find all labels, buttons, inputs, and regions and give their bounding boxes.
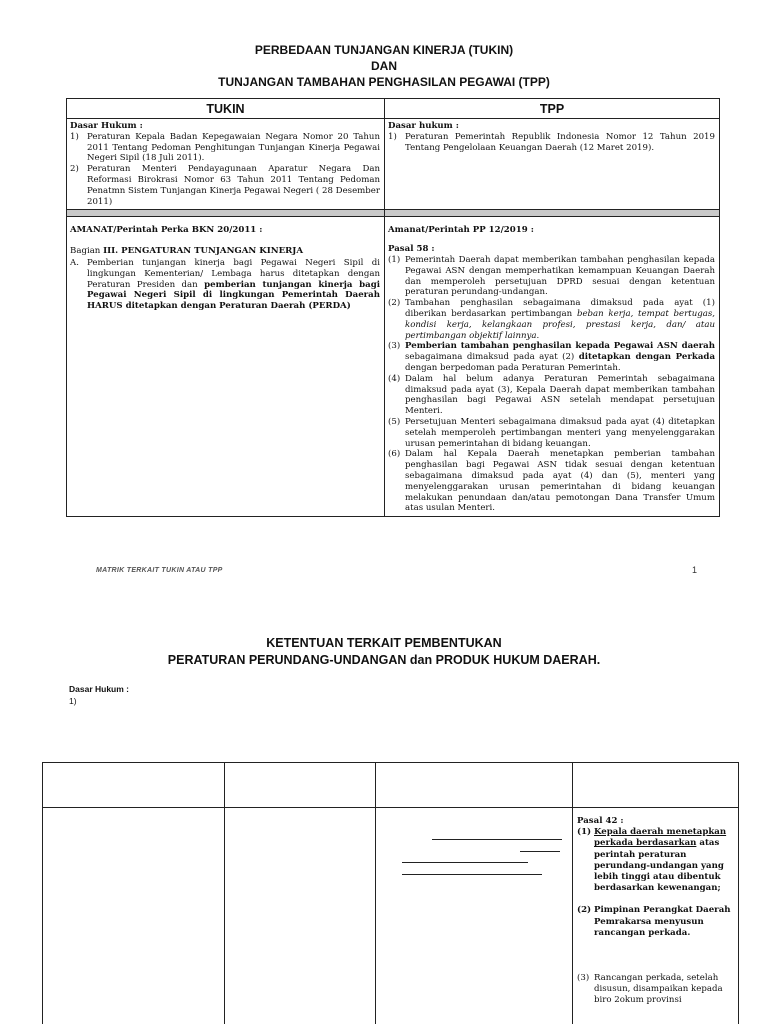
dasar-hukum-label: Dasar Hukum : xyxy=(69,684,129,694)
tukin-amanat-cell: AMANAT/Perintah Perka BKN 20/2011 : Bagian III. PENGATURAN TUNJANGAN KINERJA A. Pemberian tunjangan kinerja bagi Pegawai Negeri Sipil di lingkungan Kementerian/ Lembaga harus ditetapkan dengan Peraturan Presiden dan pemberian tunjangan kinerja bagi Pegawai Negeri Sipil di lingkungan Pemerintah Daerah HARUS ditetapkan dengan Peraturan Daerah (PERDA) xyxy=(67,217,385,517)
body-cell xyxy=(225,808,376,1024)
header-row xyxy=(67,99,720,119)
section-title xyxy=(0,635,768,669)
header-cell xyxy=(43,763,225,808)
dasar-hukum-item: 1) xyxy=(69,696,77,706)
blank-line xyxy=(432,839,562,840)
pasal-58-label: Pasal 58 xyxy=(388,244,429,255)
ketentuan-body-row xyxy=(43,808,739,1024)
tpp-header: TPP xyxy=(385,99,720,119)
list-item: (1) Pemerintah Daerah dapat memberikan tambahan penghasilan kepada Pegawai ASN dengan memperhatikan kemampuan Keuangan Daerah dan memperoleh persetujuan DPRD sesuai dengan ketentuan peraturan perundang-undangan. xyxy=(388,254,715,298)
tukin-header: TUKIN xyxy=(67,99,385,119)
list-item: 1) Peraturan Kepala Badan Kepegawaian Negara Nomor 20 Tahun 2011 Tentang Pedoman Penghitungan Tunjangan Kinerja Pegawai Negeri Sipil (18 Juli 2011). xyxy=(70,131,380,164)
tpp-amanat-cell: Amanat/Perintah PP 12/2019 : Pasal 58 : (1) Pemerintah Daerah dapat memberikan tambahan penghasilan kepada Pegawai ASN dengan memperhatikan kemampuan Keuangan Daerah dan memperoleh persetujuan DPRD sesuai dengan ketentuan peraturan perundang-undangan. (2) Tambahan penghasilan sebagaimana dimaksud pada ayat (1) diberikan berdasarkan pertimbangan beban kerja, tempat bertugas, kondisi kerja, kelangkaan profesi, prestasi kerja, dan/ atau pertimbangan objektif lainnya. (3) Pemberian tambahan penghasilan kepada Pegawai ASN daerah sebagaimana dimaksud pada ayat (2) ditetapkan dengan Perkada dengan berpedoman pada Peraturan Pemerintah. (4) Dalam hal belum adanya Peraturan Pemerintah sebagaimana dimaksud pada ayat (3), Kepala Daerah dapat memberikan tambahan penghasilan bagi Pegawai ASN setelah mendapat persetujuan Menteri. (5) Persetujuan Menteri sebagaimana dimaksud pada ayat (4) ditetapkan setelah memperoleh pertimbangan menteri yang menyelenggarakan urusan pemerintahan di bidang keuangan. (6) Dalam hal Kepala Daerah menetapkan pemberian tambahan penghasilan bagi Pegawai ASN tidak sesuai dengan ketentuan sebagaimana dimaksud pada ayat (4) dan (5), menteri yang menyelenggarakan urusan pemerintahan di bidang keuangan melakukan penundaan dan/atau pemotongan Dana Transfer Umum atas usulan Menteri. xyxy=(385,217,720,517)
list-item: (4) Dalam hal belum adanya Peraturan Pemerintah sebagaimana dimaksud pada ayat (3), Kepala Daerah dapat memberikan tambahan penghasilan bagi Pegawai ASN setelah mendapat persetujuan Menteri. xyxy=(388,373,715,417)
separator-row xyxy=(67,210,720,217)
title-line-2: DAN xyxy=(371,59,397,73)
tukin-dasar-list xyxy=(70,132,380,208)
list-item: (5) Persetujuan Menteri sebagaimana dimaksud pada ayat (4) ditetapkan setelah memperoleh pertimbangan menteri yang menyelenggarakan urusan pemerintahan di bidang keuangan. xyxy=(388,416,715,449)
title-line-3: TUNJANGAN TAMBAHAN PENGHASILAN PEGAWAI (TPP) xyxy=(218,75,550,89)
tukin-dasar-cell: Dasar Hukum : 1) Peraturan Kepala Badan Kepegawaian Negara Nomor 20 Tahun 2011 Tentang Pedoman Penghitungan Tunjangan Kinerja Pegawai Negeri Sipil (18 Juli 2011). 2) Peraturan Menteri Pendayagunaan Aparatur Negara Dan Reformasi Birokrasi Nomor 63 Tahun 2011 Tentang Pedoman Penatmn Sistem Tunjangan Kinerja Pegawai Negeri ( 28 Desember 2011) xyxy=(67,119,385,210)
title-line-1: PERBEDAAN TUNJANGAN KINERJA (TUKIN) xyxy=(254,43,514,57)
list-item: (2) Tambahan penghasilan sebagaimana dimaksud pada ayat (1) diberikan berdasarkan pertimbangan beban kerja, tempat bertugas, kondisi kerja, kelangkaan profesi, prestasi kerja, dan/ atau pertimbangan objektif lainnya. xyxy=(388,298,715,341)
list-item: A. Pemberian tunjangan kinerja bagi Pegawai Negeri Sipil di lingkungan Kementerian/ Lembaga harus ditetapkan dengan Peraturan Presiden dan pemberian tunjangan kinerja bagi Pegawai Negeri Sipil di lingkungan Pemerintah Daerah HARUS ditetapkan dengan Peraturan Daerah (PERDA) xyxy=(70,257,380,312)
pasal-42-label: Pasal 42 : xyxy=(577,816,624,826)
header-cell xyxy=(376,763,573,808)
ketentuan-table xyxy=(42,762,739,1024)
list-item: 2) Peraturan Menteri Pendayagunaan Aparatur Negara Dan Reformasi Birokrasi Nomor 63 Tahun 2011 Tentang Pedoman Penatmn Sistem Tunjangan Kinerja Pegawai Negeri ( 28 Desember 2011) xyxy=(70,164,380,207)
blank-line xyxy=(520,851,560,852)
header-cell xyxy=(573,763,739,808)
list-item: (3) Rancangan perkada, setelah disusun, disampaikan kepada biro 2okum provinsi xyxy=(577,973,723,1006)
tpp-dasar-list xyxy=(388,132,715,154)
ketentuan-header-row xyxy=(43,763,739,808)
list-item: (1) Kepala daerah menetapkan perkada berdasarkan atas perintah peraturan perundang-undangan yang lebih tinggi atau dibentuk berdasarkan kewenangan; xyxy=(577,827,727,894)
dasar-hukum-block xyxy=(69,683,129,707)
page-number: 1 xyxy=(692,565,698,575)
blank-line xyxy=(402,874,542,875)
comparison-table xyxy=(66,98,720,517)
blank-line xyxy=(402,862,528,863)
amanat-row xyxy=(67,217,720,517)
list-item: (6) Dalam hal Kepala Daerah menetapkan pemberian tambahan penghasilan bagi Pegawai ASN tidak sesuai dengan ketentuan sebagaimana dimaksud pada ayat (4) dan (5), menteri yang menyelenggarakan urusan pemerintahan di bidang keuangan melakukan penundaan dan/atau pemotongan Dana Transfer Umum atas usulan Menteri. xyxy=(388,449,715,514)
dasar-hukum-row xyxy=(67,119,720,210)
bagian-heading: III. PENGATURAN TUNJANGAN KINERJA xyxy=(103,246,304,257)
body-cell xyxy=(43,808,225,1024)
tukin-dasar-label: Dasar Hukum xyxy=(70,121,137,131)
list-item: 1) Peraturan Pemerintah Republik Indonesia Nomor 12 Tahun 2019 Tentang Pengelolaan Keuangan Daerah (12 Maret 2019). xyxy=(388,131,715,153)
pasal-58-list xyxy=(388,255,715,514)
header-cell xyxy=(225,763,376,808)
page-footer: MATRIK TERKAIT TUKIN ATAU TPP xyxy=(96,567,223,574)
tpp-dasar-label: Dasar hukum xyxy=(388,121,453,131)
pasal-42-list xyxy=(577,827,734,1006)
tpp-dasar-cell: Dasar hukum : 1) Peraturan Pemerintah Republik Indonesia Nomor 12 Tahun 2019 Tentang Pengelolaan Keuangan Daerah (12 Maret 2019). xyxy=(385,119,720,210)
tukin-amanat-label: AMANAT/Perintah Perka BKN 20/2011 xyxy=(70,225,257,236)
section-title-line-2: PERATURAN PERUNDANG-UNDANGAN dan PRODUK HUKUM DAERAH. xyxy=(167,653,601,667)
pasal-42-cell xyxy=(573,808,739,1024)
list-item: (3) Pemberian tambahan penghasilan kepada Pegawai ASN daerah sebagaimana dimaksud pada ayat (2) ditetapkan dengan Perkada dengan berpedoman pada Peraturan Pemerintah. xyxy=(388,341,716,373)
list-item: (2) Pimpinan Perangkat Daerah Pemrakarsa menyusun rancangan perkada. xyxy=(577,905,731,938)
page-title xyxy=(0,42,768,90)
section-title-line-1: KETENTUAN TERKAIT PEMBENTUKAN xyxy=(266,636,502,650)
blank-lines-cell xyxy=(376,808,573,1024)
tpp-amanat-label: Amanat/Perintah PP 12/2019 xyxy=(388,225,528,236)
